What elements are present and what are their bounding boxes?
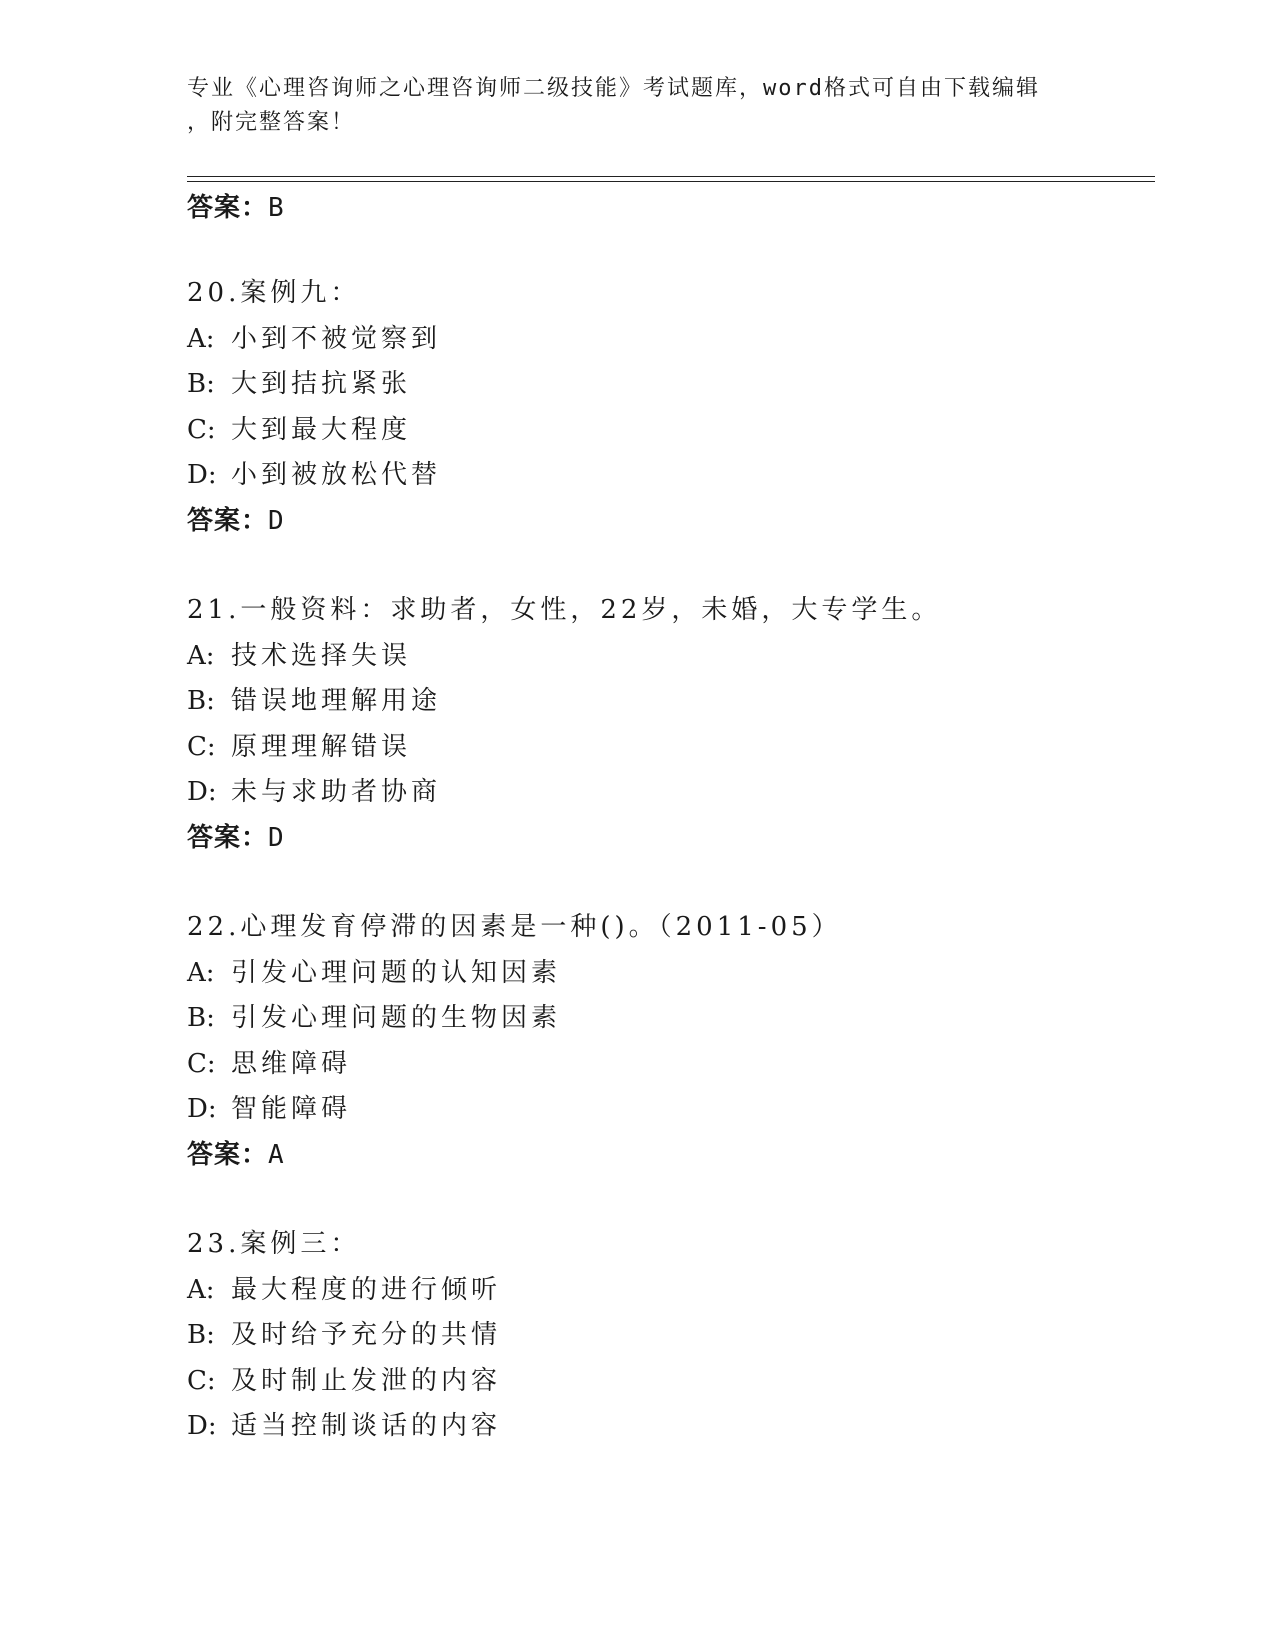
option-text: 引发心理问题的生物因素: [231, 1003, 562, 1033]
option-d: [187, 453, 1137, 499]
question-title: 21.一般资料：求助者，女性，22岁，未婚，大专学生。: [187, 595, 942, 625]
header-line-1: 专业《心理咨询师之心理咨询师二级技能》考试题库，word格式可自由下载编辑: [187, 76, 1040, 101]
answer-line: [187, 499, 1137, 545]
answer-line: [187, 1133, 1137, 1179]
question-21: [187, 588, 1137, 861]
question-title: 23.案例三：: [187, 1229, 361, 1259]
option-text: 原理理解错误: [231, 731, 412, 762]
option-c: [187, 1359, 1137, 1405]
answer-value: B: [268, 193, 285, 223]
option-text: 未与求助者协商: [231, 777, 442, 807]
option-letter: B:: [187, 369, 215, 399]
question-23: [187, 1222, 1137, 1450]
option-d: [187, 770, 1137, 816]
option-letter: C:: [187, 731, 216, 762]
option-letter: A:: [187, 1274, 215, 1305]
answer-value: D: [268, 505, 285, 536]
option-b: [187, 1313, 1137, 1359]
question-title: 20.案例九：: [187, 278, 361, 308]
option-letter: B:: [187, 686, 215, 716]
option-c: [187, 1042, 1137, 1088]
question-20: [187, 271, 1137, 544]
option-text: 小到被放松代替: [231, 460, 442, 490]
option-text: 小到不被觉察到: [231, 323, 442, 354]
option-text: 最大程度的进行倾听: [231, 1274, 502, 1305]
option-letter: C:: [187, 414, 216, 445]
option-letter: A:: [187, 640, 215, 671]
question-title: 22.心理发育停滞的因素是一种()。（2011-05）: [187, 912, 842, 942]
option-letter: D:: [187, 777, 217, 807]
option-c: [187, 725, 1137, 771]
header-divider-top: [187, 176, 1155, 177]
header-line-2: ，附完整答案！: [187, 110, 356, 135]
option-a: [187, 1268, 1137, 1314]
option-text: 技术选择失误: [231, 640, 412, 671]
question-22: [187, 905, 1137, 1178]
answer-label: 答案：: [187, 505, 269, 536]
option-a: [187, 951, 1137, 997]
option-letter: C:: [187, 1048, 216, 1079]
option-d: [187, 1404, 1137, 1450]
option-text: 适当控制谈话的内容: [231, 1411, 502, 1441]
answer-value: A: [268, 1139, 285, 1170]
option-b: [187, 362, 1137, 408]
option-c: [187, 408, 1137, 454]
option-text: 智能障碍: [231, 1094, 352, 1124]
option-text: 大到拮抗紧张: [231, 369, 412, 399]
answer-label: 答案：: [187, 822, 269, 853]
option-letter: D:: [187, 1411, 217, 1441]
option-text: 及时制止发泄的内容: [231, 1365, 502, 1396]
option-text: 及时给予充分的共情: [231, 1320, 502, 1350]
option-text: 大到最大程度: [231, 414, 412, 445]
option-d: [187, 1087, 1137, 1133]
document-header: [187, 72, 1087, 140]
option-b: [187, 996, 1137, 1042]
answer-value: D: [268, 822, 285, 853]
option-b: [187, 679, 1137, 725]
option-letter: B:: [187, 1003, 215, 1033]
option-letter: D:: [187, 460, 217, 490]
option-letter: B:: [187, 1320, 215, 1350]
header-divider-bottom: [187, 181, 1155, 182]
option-letter: A:: [187, 957, 215, 988]
option-letter: A:: [187, 323, 215, 354]
option-letter: C:: [187, 1365, 216, 1396]
option-text: 错误地理解用途: [231, 686, 442, 716]
answer-line: [187, 816, 1137, 862]
answer-label: 答案：: [187, 1139, 269, 1170]
option-text: 引发心理问题的认知因素: [231, 957, 562, 988]
option-a: [187, 634, 1137, 680]
option-letter: D:: [187, 1094, 217, 1124]
option-a: [187, 317, 1137, 363]
answer-label: 答案：: [187, 193, 269, 223]
option-text: 思维障碍: [231, 1048, 352, 1079]
answer-line: [187, 191, 285, 225]
